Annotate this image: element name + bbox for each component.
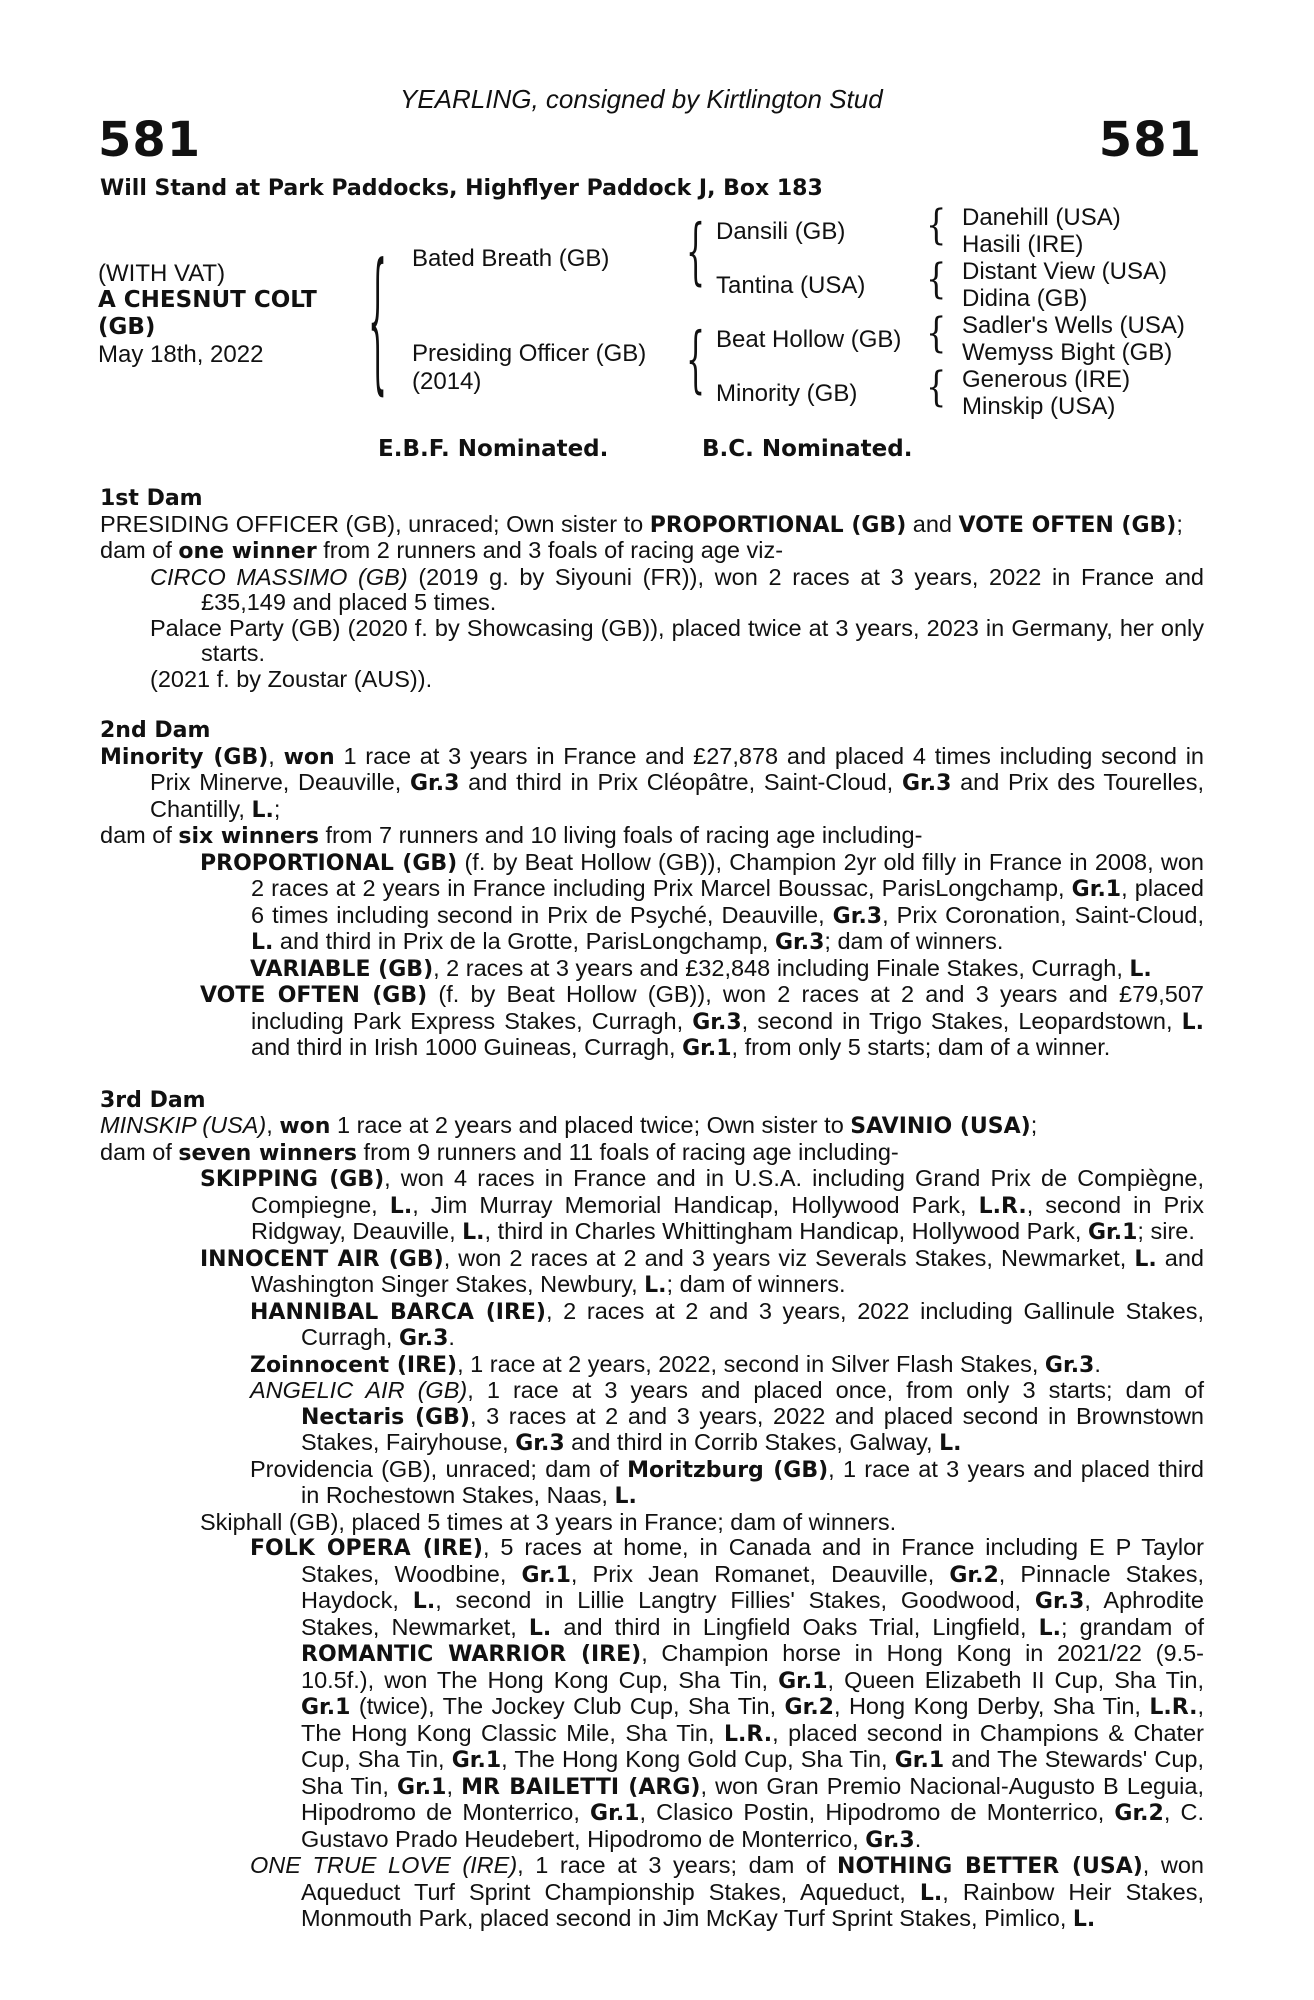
pedigree-brace-g2: {: [926, 254, 947, 304]
pedigree-paragraph: Skiphall (GB), placed 5 times at 3 years in France; dam of winners.: [200, 1508, 897, 1535]
pedigree-paragraph: HANNIBAL BARCA (IRE), 2 races at 2 and 3 years, 2022 including Gallinule Stakes, Curragh, Gr.3.: [250, 1297, 1204, 1351]
pedigree-paragraph: Zoinnocent (IRE), 1 race at 2 years, 2022, second in Silver Flash Stakes, Gr.3.: [250, 1350, 1101, 1378]
sire-dam-name: Tantina (USA): [716, 272, 866, 299]
pedigree-paragraph: INNOCENT AIR (GB), won 2 races at 2 and 3 years viz Severals Stakes, Newmarket, L. and Washington Singer Stakes, Newbury, L.; dam of winners.: [200, 1244, 1204, 1298]
pedigree-paragraph: ONE TRUE LOVE (IRE), 1 race at 3 years; dam of NOTHING BETTER (USA), won Aqueduct Turf Sprint Championship Stakes, Aqueduct, L., Rainbow Heir Stakes, Monmouth Park, placed second in Jim McKay Turf Sprint Stakes, Pimlico, L.: [250, 1852, 1204, 1932]
lot-number-right: 581: [1098, 112, 1202, 168]
pedigree-paragraph: VOTE OFTEN (GB) (f. by Beat Hollow (GB)), won 2 races at 2 and 3 years and £79,507 including Park Express Stakes, Curragh, Gr.3, second in Trigo Stakes, Leopardstown, L. and third in Irish 1000 Guineas, Curragh, Gr.1, from only 5 starts; dam of a winner.: [200, 981, 1204, 1061]
dam-heading: 2nd Dam: [100, 718, 211, 743]
horse-title-line1: A CHESNUT COLT: [98, 287, 317, 313]
ancestor-distant-view: Distant View (USA): [962, 258, 1167, 285]
dam-year: (2014): [412, 368, 482, 395]
dam-line-text: [100, 486, 1204, 1933]
dam-heading: 3rd Dam: [100, 1087, 206, 1113]
pedigree-paragraph: Palace Party (GB) (2020 f. by Showcasing (GB)), placed twice at 3 years, 2023 in Germany, her only starts.: [150, 614, 1204, 666]
pedigree-brace-main: {: [368, 234, 388, 414]
pedigree-paragraph: dam of six winners from 7 runners and 10 living foals of racing age including-: [100, 822, 923, 849]
pedigree-brace-g1: {: [926, 200, 947, 250]
section-gap: [100, 1062, 1204, 1088]
pedigree-paragraph: Providencia (GB), unraced; dam of Moritzburg (GB), 1 race at 3 years and placed third in Rochestown Stakes, Naas, L.: [250, 1455, 1204, 1509]
pedigree-paragraph: dam of one winner from 2 runners and 3 foals of racing age viz-: [100, 537, 784, 564]
pedigree-paragraph: VARIABLE (GB), 2 races at 3 years and £32,848 including Finale Stakes, Curragh, L.: [250, 954, 1152, 982]
pedigree-paragraph: PROPORTIONAL (GB) (f. by Beat Hollow (GB)), Champion 2yr old filly in France in 2008, won 2 races at 2 years in France including Prix Marcel Boussac, ParisLongchamp, Gr.1, placed 6 times including second in Prix de Psyché, Deauville, Gr.3, Prix Coronation, Saint-Cloud, L. and third in Prix de la Grotte, ParisLongchamp, Gr.3; dam of winners.: [200, 848, 1204, 955]
ancestor-wemyss-bight: Wemyss Bight (GB): [962, 339, 1173, 366]
pedigree-brace-g3: {: [926, 308, 947, 358]
ancestor-sadlers-wells: Sadler's Wells (USA): [962, 312, 1185, 339]
pedigree-brace-dam: {: [686, 318, 706, 403]
pedigree-paragraph: PRESIDING OFFICER (GB), unraced; Own sister to PROPORTIONAL (GB) and VOTE OFTEN (GB);: [100, 510, 1183, 538]
section-gap: [100, 692, 1204, 718]
pedigree-paragraph: FOLK OPERA (IRE), 5 races at home, in Canada and in France including E P Taylor Stakes, Woodbine, Gr.1, Prix Jean Romanet, Deauville, Gr.2, Pinnacle Stakes, Haydock, L., second in Lillie Langtry Fillies' Stakes, Goodwood, Gr.3, Aphrodite Stakes, Newmarket, L. and third in Lingfield Oaks Trial, Lingfield, L.; grandam of ROMANTIC WARRIOR (IRE), Champion horse in Hong Kong in 2021/22 (9.5-10.5f.), won The Hong Kong Cup, Sha Tin, Gr.1, Queen Elizabeth II Cup, Sha Tin, Gr.1 (twice), The Jockey Club Cup, Sha Tin, Gr.2, Hong Kong Derby, Sha Tin, L.R., The Hong Kong Classic Mile, Sha Tin, L.R., placed second in Champions & Chater Cup, Sha Tin, Gr.1, The Hong Kong Gold Cup, Sha Tin, Gr.1 and The Stewards' Cup, Sha Tin, Gr.1, MR BAILETTI (ARG), won Gran Premio Nacional-Augusto B Leguia, Hipodromo de Monterrico, Gr.1, Clasico Postin, Hipodromo de Monterrico, Gr.2, C. Gustavo Prado Heudebert, Hipodromo de Monterrico, Gr.3.: [250, 1534, 1205, 1853]
dam-sire-name: Beat Hollow (GB): [716, 326, 902, 353]
pedigree-paragraph: ANGELIC AIR (GB), 1 race at 3 years and placed once, from only 3 starts; dam of Nectaris (GB), 3 races at 2 and 3 years, 2022 and placed second in Brownstown Stakes, Fairyhouse, Gr.3 and third in Corrib Stakes, Galway, L.: [250, 1377, 1205, 1456]
ancestor-generous: Generous (IRE): [962, 366, 1131, 393]
bc-nominated: B.C. Nominated.: [702, 436, 913, 462]
ancestor-minskip: Minskip (USA): [962, 393, 1116, 420]
lot-number-left: 581: [98, 112, 202, 168]
pedigree-paragraph: Minority (GB), won 1 race at 3 years in France and £27,878 and placed 4 times including second in Prix Minerve, Deauville, Gr.3 and third in Prix Cléopâtre, Saint-Cloud, Gr.3 and Prix des Tourelles, Chantilly, L.;: [100, 742, 1205, 823]
vat-note: (WITH VAT): [98, 260, 226, 287]
dam-name: Presiding Officer (GB): [412, 340, 647, 367]
sire-sire-name: Dansili (GB): [716, 218, 846, 245]
pedigree-paragraph: SKIPPING (GB), won 4 races in France and in U.S.A. including Grand Prix de Compiègne, Compiegne, L., Jim Murray Memorial Handicap, Hollywood Park, L.R., second in Prix Ridgway, Deauville, L., third in Charles Whittingham Handicap, Hollywood Park, Gr.1; sire.: [200, 1165, 1205, 1245]
horse-title-line2: (GB): [98, 314, 156, 340]
consignor-line: YEARLING, consigned by Kirtlington Stud: [400, 84, 883, 114]
ancestor-danehill: Danehill (USA): [962, 204, 1121, 231]
dam-heading: 1st Dam: [100, 486, 203, 511]
pedigree-paragraph: (2021 f. by Zoustar (AUS)).: [150, 665, 433, 692]
pedigree-brace-sire: {: [686, 210, 706, 295]
pedigree-paragraph: CIRCO MASSIMO (GB) (2019 g. by Siyouni (FR)), won 2 races at 3 years, 2022 in France and £35,149 and placed 5 times.: [150, 563, 1204, 615]
pedigree-paragraph: MINSKIP (USA), won 1 race at 2 years and placed twice; Own sister to SAVINIO (USA);: [100, 1112, 1038, 1139]
pedigree-paragraph: dam of seven winners from 9 runners and 11 foals of racing age including-: [100, 1138, 899, 1166]
ancestor-hasili: Hasili (IRE): [962, 231, 1084, 258]
ancestor-didina: Didina (GB): [962, 285, 1088, 312]
dam-dam-name: Minority (GB): [716, 380, 858, 407]
ebf-nominated: E.B.F. Nominated.: [378, 436, 609, 462]
date-of-birth: May 18th, 2022: [98, 341, 264, 368]
sire-name: Bated Breath (GB): [412, 245, 610, 272]
pedigree-brace-g4: {: [926, 362, 947, 412]
stand-location: Will Stand at Park Paddocks, Highflyer Paddock J, Box 183: [100, 176, 823, 201]
